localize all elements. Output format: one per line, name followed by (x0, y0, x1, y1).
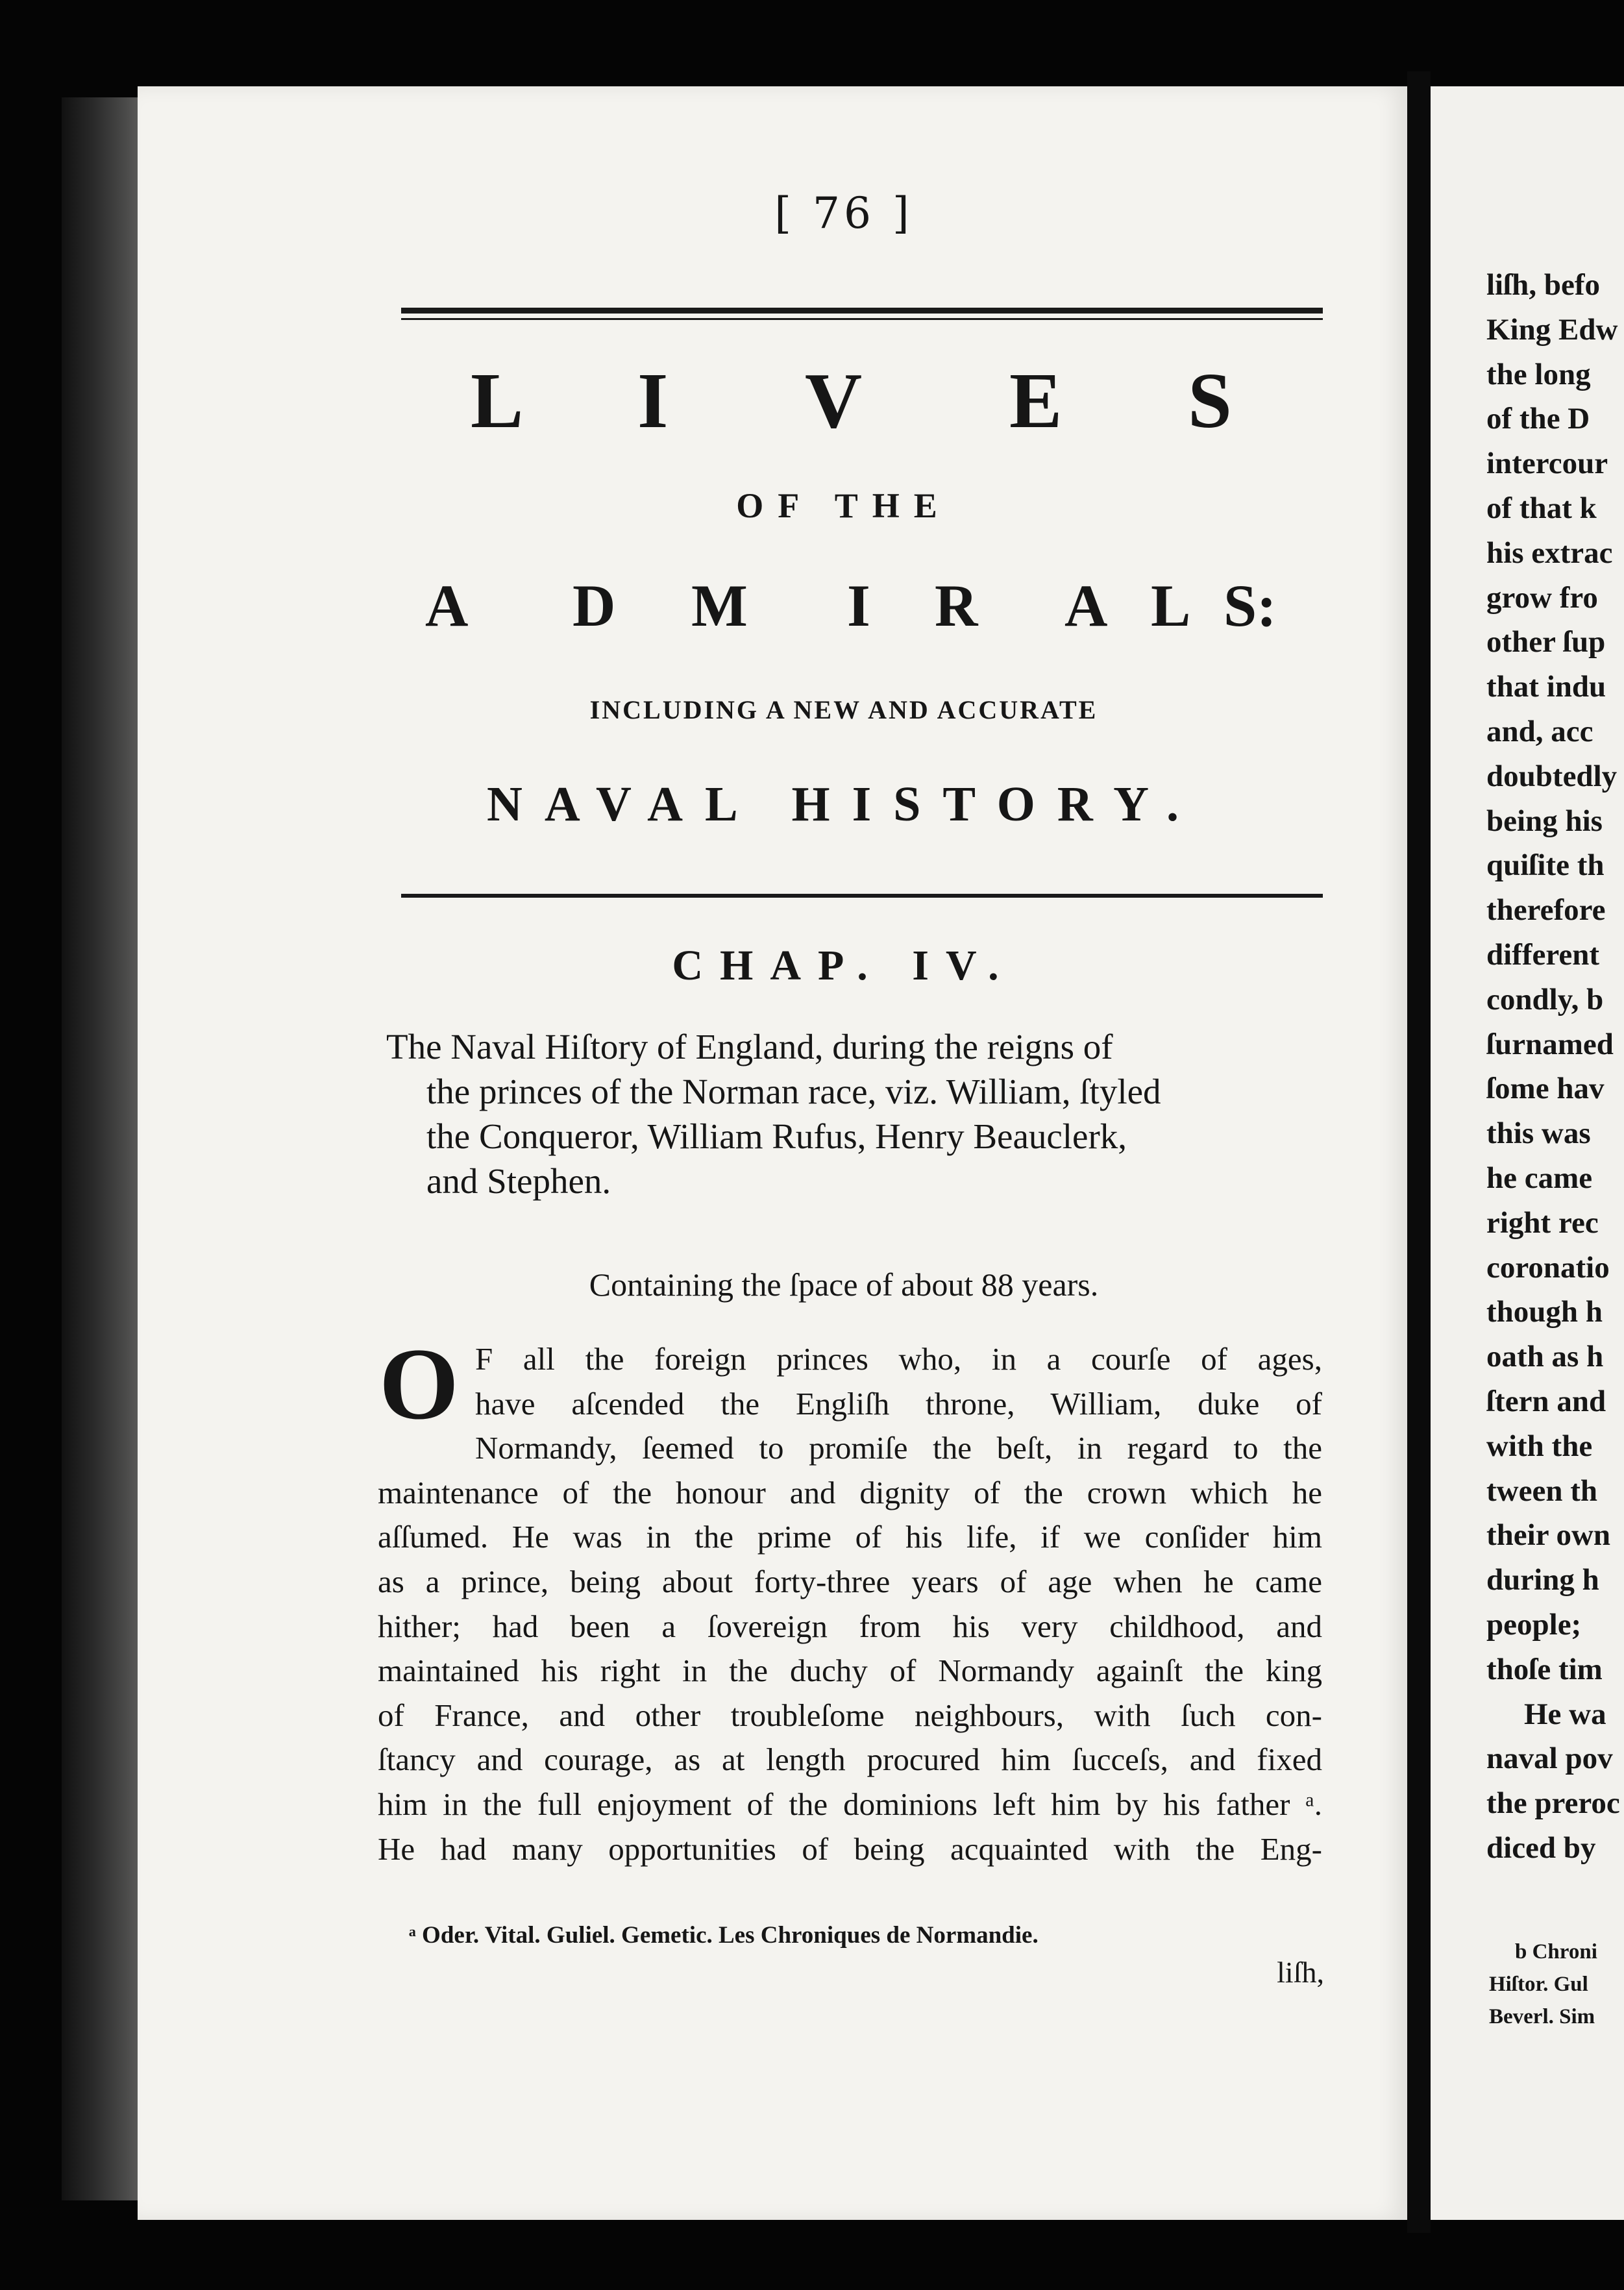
facing-line: condly, b (1486, 982, 1604, 1016)
facing-line: tween th (1486, 1473, 1597, 1508)
top-rule-thick (401, 308, 1323, 314)
title-letter: M (691, 572, 748, 639)
facing-line: King Edw (1486, 312, 1618, 347)
body-line: ſtancy and courage, as at length procured him ſucceſs, and fixed (378, 1742, 1322, 1778)
facing-line: their own (1486, 1518, 1611, 1553)
body-line: maintenance of the honour and dignity of the crown which he (378, 1474, 1322, 1510)
drop-cap: O (379, 1327, 459, 1441)
facing-line: this was (1486, 1116, 1591, 1151)
facing-line: during h (1486, 1563, 1599, 1597)
facing-line: with the (1486, 1429, 1593, 1463)
facing-line: doubtedly (1486, 759, 1618, 793)
facing-line: ſome hav (1486, 1072, 1605, 1106)
facing-line: though h (1486, 1295, 1603, 1329)
facing-line: ſtern and (1486, 1384, 1606, 1418)
title-letter: A (1064, 572, 1108, 639)
book-gutter (1407, 71, 1431, 2233)
facing-line: quiſite th (1486, 848, 1605, 883)
page-number: [ 76 ] (774, 188, 913, 238)
body-line: as a prince, being about forty-three years of age when he came (378, 1563, 1322, 1599)
body-line: hither; had been a ſovereign from his very childhood, and (378, 1608, 1322, 1644)
title-letter: E (1009, 357, 1063, 445)
body-paragraph (378, 1327, 1322, 1871)
facing-line: the preroc (1486, 1786, 1620, 1821)
facing-page-footnotes (1489, 1936, 1624, 2033)
facing-line: therefore (1486, 893, 1606, 928)
footnote: ᵃ Oder. Vital. Guliel. Gemetic. Les Chroniques de Normandie. (409, 1922, 1039, 1949)
facing-footnote-line: Beverl. Sim (1489, 2005, 1595, 2028)
facing-line: the long (1486, 357, 1591, 391)
body-line: F all the foreign princes who, in a courſe of ages, (475, 1341, 1322, 1377)
subtitle-including: INCLUDING A NEW AND ACCURATE (589, 695, 1098, 724)
facing-line: of the D (1486, 402, 1590, 436)
facing-footnote-line: Hiſtor. Gul (1489, 1973, 1588, 1996)
title-letter: S (1188, 357, 1232, 445)
facing-line: grow fro (1486, 580, 1598, 615)
subtitle-naval-history: NAVAL HISTORY. (487, 777, 1201, 831)
facing-footnote-line: b Chroni (1515, 1940, 1597, 1964)
facing-line: intercour (1486, 447, 1608, 481)
chapter-summary (386, 1024, 1324, 1203)
facing-line: his extrac (1486, 536, 1613, 570)
title-letter: A (425, 572, 469, 639)
title-of-the: OF THE (736, 486, 952, 525)
facing-line: right rec (1486, 1205, 1599, 1240)
body-line: have aſcended the Engliſh throne, William, duke of (475, 1385, 1322, 1422)
title-letter: D (572, 572, 616, 639)
summary-line: The Naval Hiſtory of England, during the reigns of (386, 1027, 1113, 1066)
facing-line: liſh, befo (1486, 268, 1600, 302)
summary-line: and Stephen. (426, 1161, 611, 1201)
facing-line: being his (1486, 804, 1603, 838)
body-line: aſſumed. He was in the prime of his life, if we conſider him (378, 1519, 1322, 1555)
facing-line: thoſe tim (1486, 1652, 1603, 1686)
title-admirals (415, 571, 1285, 656)
body-line: He had many opportunities of being acquainted with the Eng- (378, 1830, 1322, 1867)
facing-line: oath as h (1486, 1340, 1604, 1374)
title-letter: S: (1224, 572, 1277, 639)
body-line: of France, and other troubleſome neighbours, with ſuch con- (378, 1697, 1322, 1733)
facing-line: naval pov (1486, 1742, 1613, 1776)
catchword: liſh, (1277, 1956, 1324, 1989)
summary-line: the Conqueror, William Rufus, Henry Beauclerk, (426, 1116, 1127, 1156)
chapter-span: Containing the ſpace of about 88 years. (589, 1266, 1099, 1303)
title-letter: I (847, 572, 870, 639)
title-letter: R (935, 572, 978, 639)
facing-line: ſurnamed (1486, 1027, 1614, 1061)
facing-line: of that k (1486, 491, 1597, 525)
top-rule-thin (401, 318, 1323, 320)
title-bottom-rule (401, 894, 1323, 898)
title-letter: L (1151, 572, 1191, 639)
facing-page-text (1486, 263, 1624, 1871)
facing-line: people; (1486, 1607, 1582, 1642)
title-lives (402, 356, 1246, 453)
facing-line: different (1486, 937, 1600, 972)
facing-line: He wa (1524, 1697, 1606, 1731)
facing-line: other ſup (1486, 625, 1606, 659)
body-line: maintained his right in the duchy of Normandy againſt the king (378, 1653, 1322, 1689)
facing-line: diced by (1486, 1830, 1596, 1865)
title-letter: V (805, 357, 863, 445)
title-letter: L (471, 357, 524, 445)
facing-line: he came (1486, 1161, 1593, 1195)
facing-line: and, acc (1486, 714, 1593, 748)
chapter-heading: CHAP. IV. (672, 942, 1016, 989)
summary-line: the princes of the Norman race, viz. William, ſtyled (426, 1072, 1161, 1111)
body-line: him in the full enjoyment of the dominions left him by his father ᵃ. (378, 1786, 1322, 1822)
facing-line: coronatio (1486, 1250, 1610, 1285)
facing-line: that indu (1486, 670, 1606, 704)
show-through-text (415, 214, 423, 250)
title-letter: I (637, 357, 669, 445)
body-line: Normandy, ſeemed to promiſe the beſt, in regard to the (475, 1430, 1322, 1466)
